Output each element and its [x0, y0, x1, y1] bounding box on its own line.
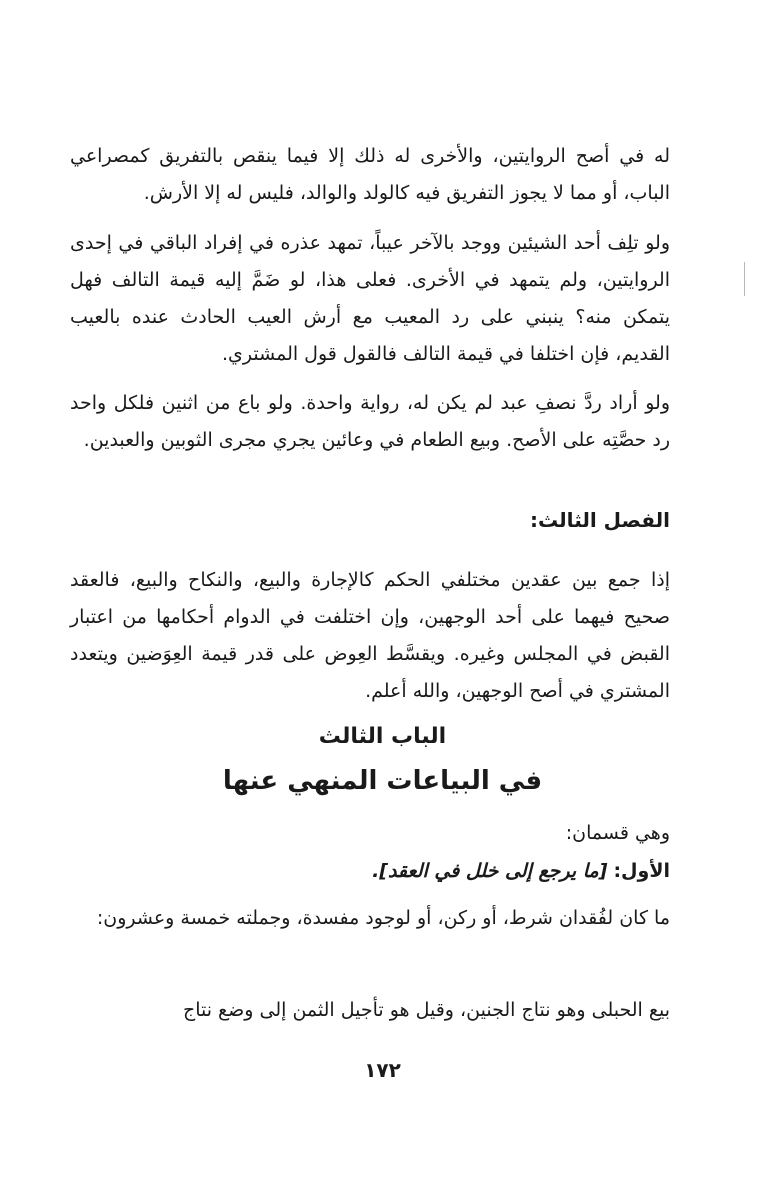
section-heading: الفصل الثالث: [530, 508, 670, 532]
chapter-title: الباب الثالث [318, 724, 447, 749]
margin-mark [744, 262, 745, 296]
intro-line: وهي قسمان: [565, 822, 670, 844]
paragraph-6: بيع الحبلى وهو نتاج الجنين، وقيل هو تأجيل الثمن إلى وضع نتاج [182, 999, 670, 1021]
first-item-label: الأول: [613, 860, 670, 882]
paragraph-1: له في أصح الروايتين، والأخرى له ذلك إلا فيما ينقص بالتفريق كمصراعي الباب، أو مما لا يجوز التفريق فيه كالولد والوالد، فليس له إلا الأرش. [70, 145, 670, 204]
paragraph-3: ولو أراد ردَّ نصفِ عبد لم يكن له، رواية واحدة. ولو باع من اثنين فلكل واحد رد حصَّتِه على الأصح. وبيع الطعام في وعائين يجري مجرى الثوبين والعبدين. [70, 392, 670, 451]
paragraph-2: ولو تلِف أحد الشيئين ووجد بالآخر عيباً، تمهد عذره في إفراد الباقي في إحدى الروايتين، ولم يتمهد في الأخرى. فعلى هذا، لو ضَمَّ إليه قيمة التالف فهل يتمكن منه؟ ينبني على رد المعيب مع أرش العيب الحادث عنده بالعيب القديم، فإن اختلفا في قيمة التالف فالقول قول المشتري. [70, 232, 670, 365]
first-item-text: [ما يرجع إلى خلل في العقد]. [372, 860, 608, 882]
paragraph-5: ما كان لفُقدان شرط، أو ركن، أو لوجود مفسدة، وجملته خمسة وعشرون: [96, 907, 670, 929]
first-item [372, 860, 670, 882]
chapter-subtitle: في البياعات المنهي عنها [222, 766, 543, 796]
page-number: ١٧٢ [364, 1058, 401, 1082]
paragraph-4: إذا جمع بين عقدين مختلفي الحكم كالإجارة والبيع، والنكاح والبيع، فالعقد صحيح فيهما على أحد الوجهين، وإن اختلفت في الدوام أحكامها من اعتبار القبض في المجلس وغيره. ويقسَّط العِوض على قدر قيمة العِوَضين ويتعدد المشتري في أصح الوجهين، والله أعلم. [70, 569, 670, 702]
